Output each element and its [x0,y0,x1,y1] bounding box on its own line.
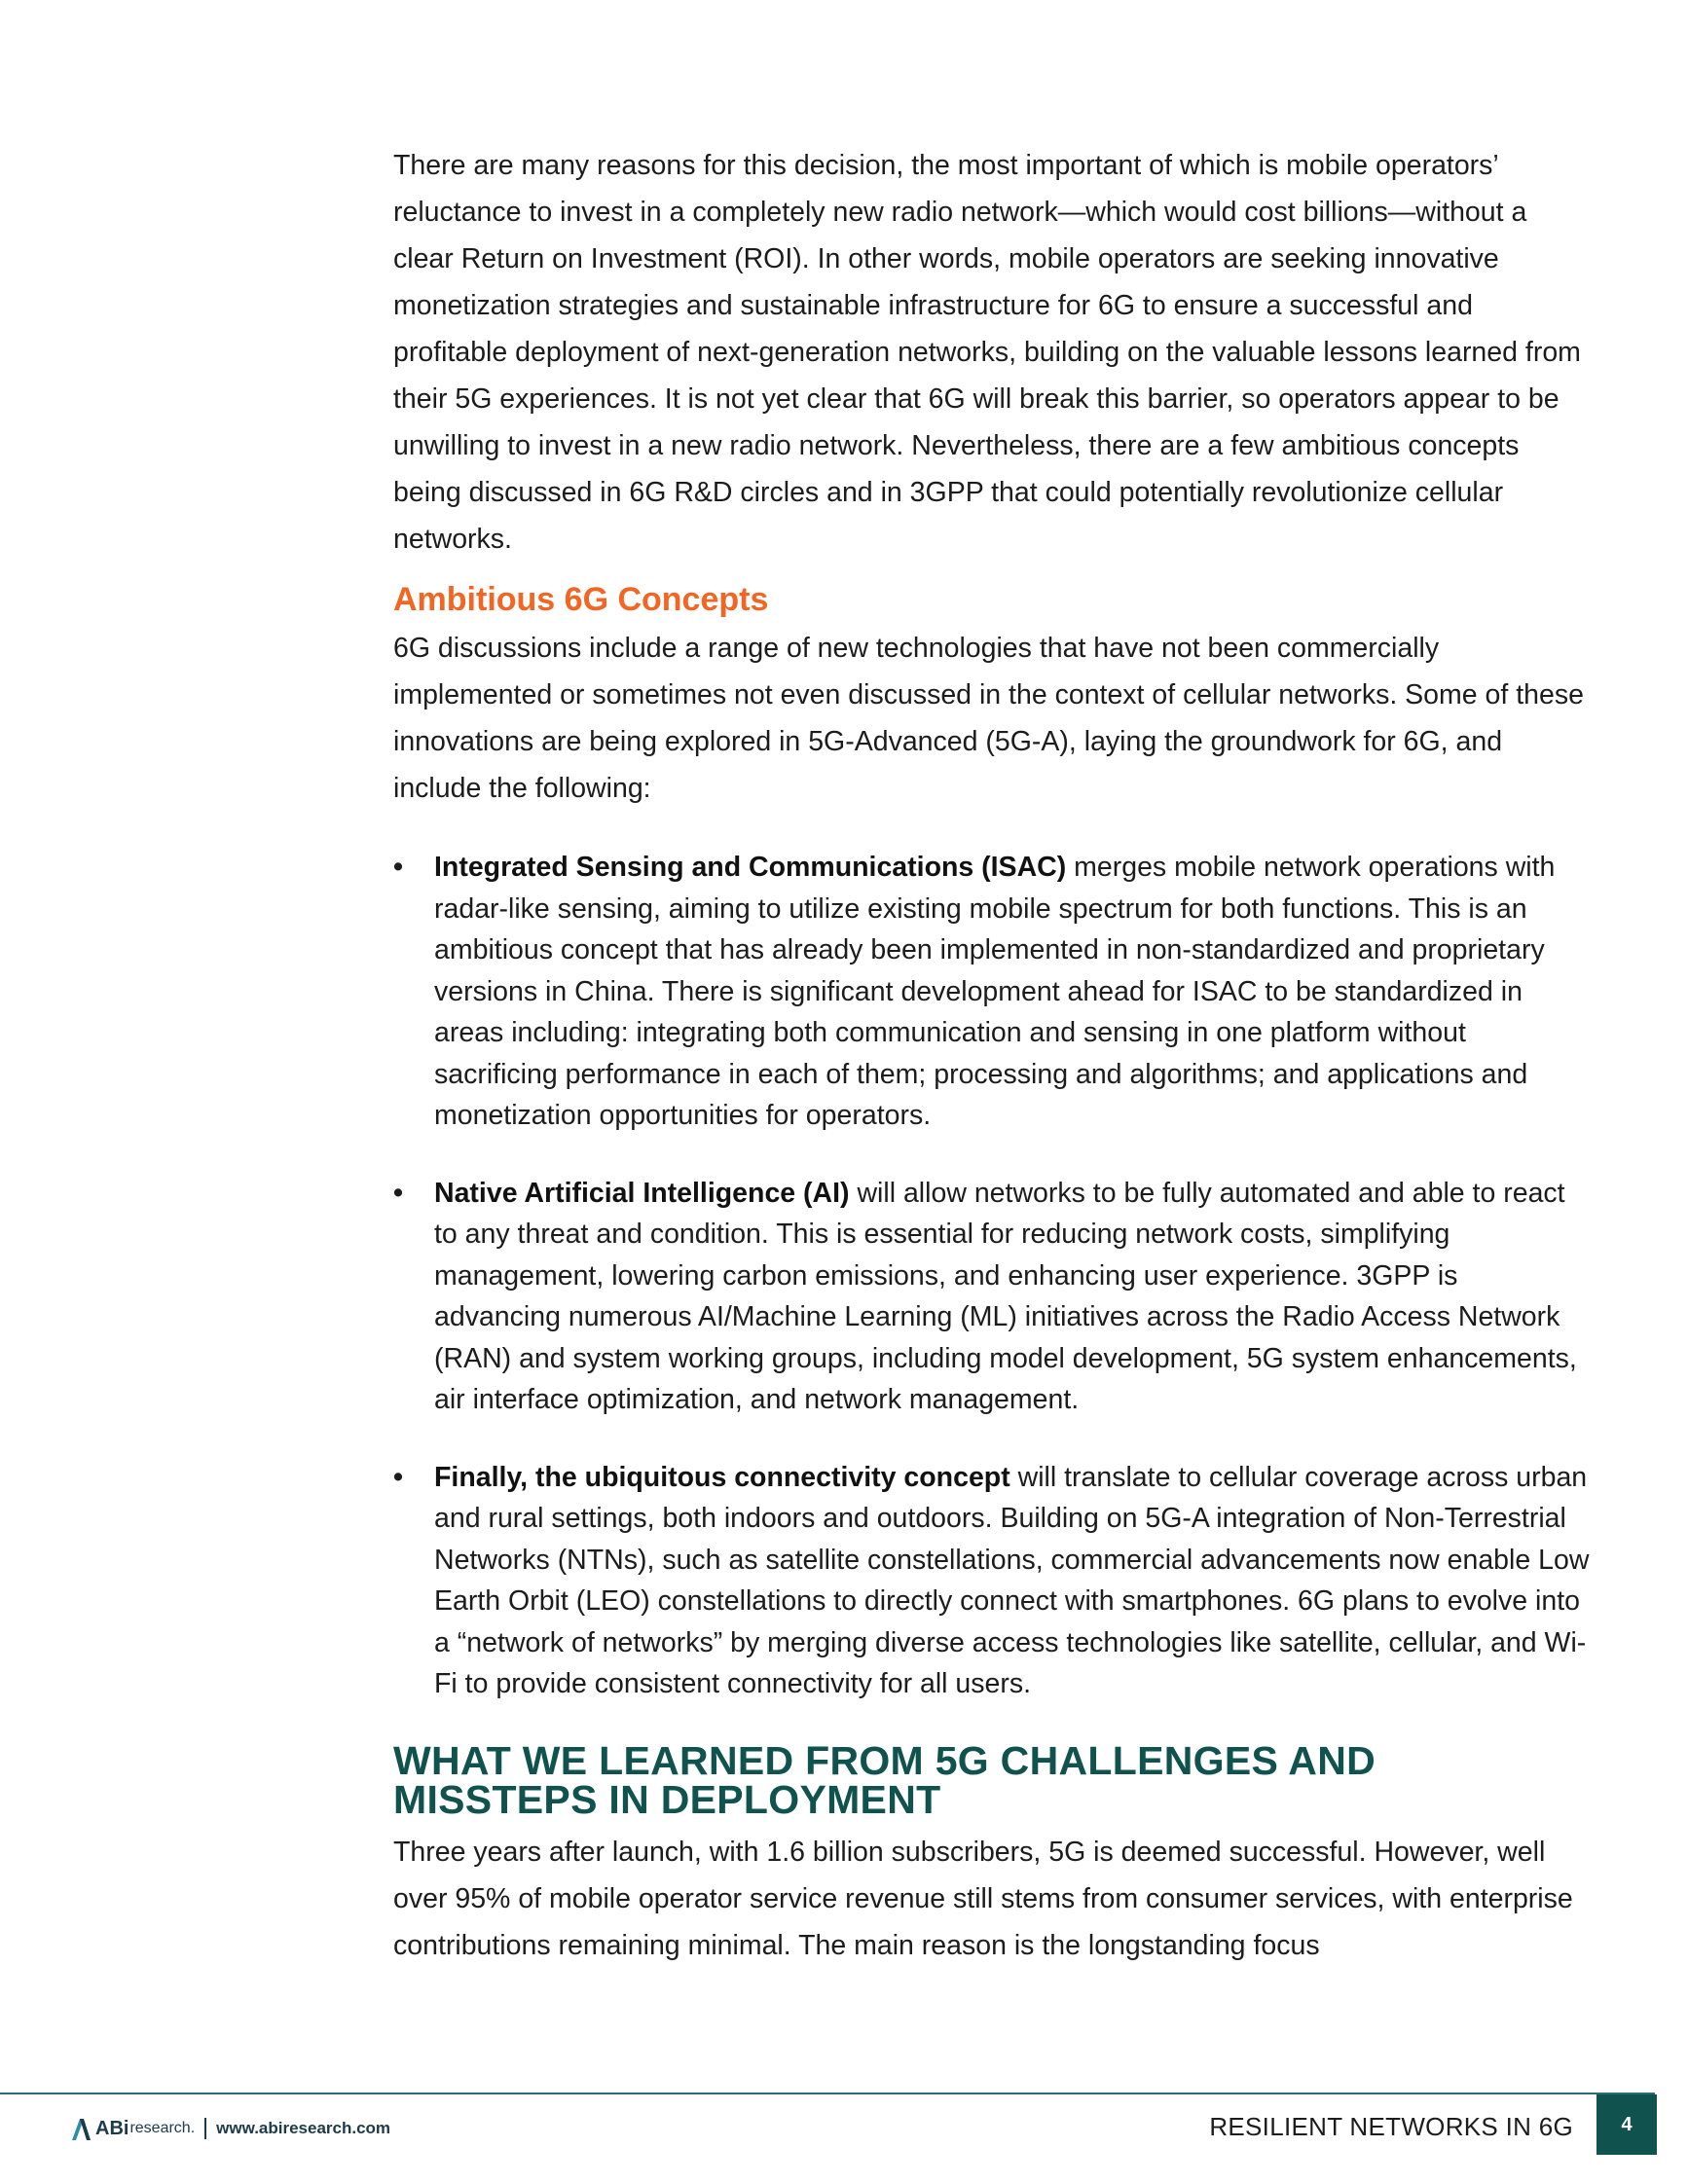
section-heading: WHAT WE LEARNED FROM 5G CHALLENGES AND MISSTEPS IN DEPLOYMENT [393,1737,1376,1822]
list-item [393,847,1591,1137]
logo-text: ABi [95,2117,129,2139]
bullet-icon: • [393,1461,403,1493]
list-item-term: Finally, the ubiquitous connectivity concept [434,1461,1010,1493]
lessons-paragraph: Three years after launch, with 1.6 billion subscribers, 5G is deemed successful. However, well over 95% of mobile operator service revenue still stems from consumer services, with enterprise contributions remaining minimal. The main reason is the longstanding focus [393,1836,1573,1961]
bullet-icon: • [393,852,403,883]
bullet-icon: • [393,1177,403,1209]
logo-subtext: research. [129,2120,196,2136]
list-item-text: merges mobile network operations with radar-like sensing, aiming to utilize existing mobile spectrum for both functions. This is an ambitious concept that has already been implemented in non-standardized and proprietary versions in China. There is significant development ahead for ISAC to be standardized in areas including: integrating both communication and sensing in one platform without sacrificing performance in each of them; processing and algorithms; and applications and monetization opportunities for operators. [434,852,1556,1131]
footer-brand [70,2114,390,2143]
page-content [393,142,1591,1969]
abi-logo-icon [70,2117,92,2140]
concepts-paragraph: 6G discussions include a range of new technologies that have not been commercially implemented or sometimes not even discussed in the context of cellular networks. Some of these innovations are being explored in 5G-Advanced (5G-A), laying the groundwork for 6G, and include the following: [393,633,1584,804]
list-item-text: will translate to cellular coverage across urban and rural settings, both indoors and outdoors. Building on 5G-A integration of Non-Terrestrial Networks (NTNs), such as satellite constellations, commercial advancements now enable Low Earth Orbit (LEO) constellations to directly connect with smartphones. 6G plans to evolve into a “network of networks” by merging diverse access technologies like satellite, cellular, and Wi-Fi to provide consistent connectivity for all users. [434,1461,1590,1699]
list-item-term: Native Artificial Intelligence (AI) [434,1177,850,1209]
footer-separator [204,2118,206,2139]
list-item-text: will allow networks to be fully automated and able to react to any threat and condition. This is essential for reducing network costs, simplifying management, lowering carbon emissions, and enhancing user experience. 3GPP is advancing numerous AI/Machine Learning (ML) initiatives across the Radio Access Network (RAN) and system working groups, including model development, 5G system enhancements, air interface optimization, and network management. [434,1177,1577,1415]
concepts-heading: Ambitious 6G Concepts [393,581,769,618]
list-item-term: Integrated Sensing and Communications (ISAC) [434,852,1067,883]
website-link[interactable]: www.abiresearch.com [216,2119,391,2137]
footer-divider [0,2093,1655,2094]
document-title: RESILIENT NETWORKS IN 6G [1209,2112,1573,2141]
concepts-list [393,847,1591,1705]
page-number: 4 [1596,2094,1657,2155]
list-item [393,1457,1591,1705]
list-item [393,1173,1591,1421]
intro-paragraph: There are many reasons for this decision, the most important of which is mobile operators’ reluctance to invest in a completely new radio network—which would cost billions—without a clear Return on Investment (ROI). In other words, mobile operators are seeking innovative monetization strategies and sustainable infrastructure for 6G to ensure a successful and profitable deployment of next-generation networks, building on the valuable lessons learned from their 5G experiences. It is not yet clear that 6G will break this barrier, so operators appear to be unwilling to invest in a new radio network. Nevertheless, there are a few ambitious concepts being discussed in 6G R&D circles and in 3GPP that could potentially revolutionize cellular networks. [393,150,1581,555]
